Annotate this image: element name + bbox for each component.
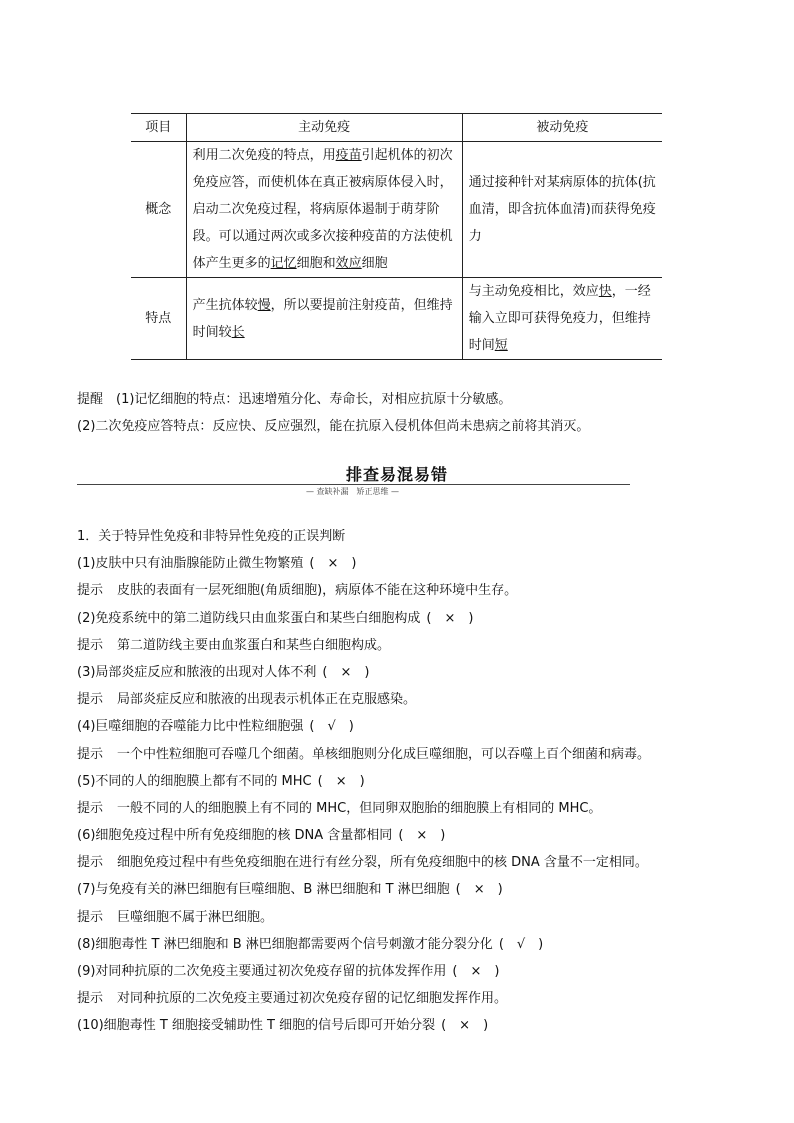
underlined-keyword: 快	[598, 284, 612, 299]
statement-text: (3)局部炎症反应和脓液的出现对人体不利	[77, 664, 317, 680]
answer-mark: ( × )	[317, 773, 365, 789]
feature-active-cell	[186, 278, 462, 360]
reminder-line-1: 提醒 (1)记忆细胞的特点：迅速增殖分化、寿命长，对相应抗原十分敏感。	[77, 392, 512, 407]
hint-line	[77, 741, 777, 768]
reminder-block	[77, 386, 757, 440]
hint-text: 细胞免疫过程中有些免疫细胞在进行有丝分裂，所有免疫细胞中的核 DNA 含量不一定相同。	[117, 855, 648, 871]
hint-label: 提示	[77, 909, 104, 925]
hint-text: 一般不同的人的细胞膜上有不同的 MHC，但同卵双胞胎的细胞膜上有相同的 MHC。	[117, 800, 602, 816]
judgement-item	[77, 659, 777, 686]
answer-mark: ( × )	[455, 882, 503, 898]
hint-text: 对同种抗原的二次免疫主要通过初次免疫存留的记忆细胞发挥作用。	[117, 991, 508, 1007]
hint-line	[77, 849, 777, 876]
row-label-concept: 概念	[131, 142, 186, 278]
hint-label: 提示	[77, 637, 104, 653]
underlined-keyword: 长	[231, 324, 245, 340]
hint-line	[77, 686, 777, 713]
section-subtitle: — 查缺补漏 矫正思维 —	[305, 487, 400, 496]
underlined-keyword: 记忆	[270, 256, 297, 271]
section-title: 排查易混易错	[345, 465, 448, 484]
hint-text: 一个中性粒细胞可吞噬几个细菌。单核细胞则分化成巨噬细胞，可以吞噬上百个细菌和病毒。	[117, 746, 651, 762]
text-run: 引起机体的初次免疫应答，而使机体在真正被病原体侵入时，启动二次免疫过程，将病原体遏制于萌芽阶段。可以通过两次或多次接种疫苗的方法使机体产生更多的	[192, 148, 453, 271]
judgement-item	[77, 876, 777, 903]
hint-line	[77, 904, 777, 931]
answer-mark: ( √ )	[309, 719, 354, 735]
judgement-item	[77, 550, 777, 577]
reminder-line-2: (2)二次免疫应答特点：反应快、反应强烈，能在抗原入侵机体但尚未患病之前将其消灭。	[77, 419, 590, 434]
judgement-item	[77, 605, 777, 632]
judgement-item	[77, 822, 777, 849]
answer-mark: ( × )	[452, 964, 500, 979]
row-label-feature: 特点	[131, 278, 186, 360]
judgement-item	[77, 713, 777, 740]
header-passive-immunity: 被动免疫	[462, 114, 662, 142]
text-run: ，所以要提前注射疫苗，但维持时间较	[192, 297, 453, 340]
judgement-item	[77, 1012, 777, 1039]
hint-label: 提示	[77, 800, 104, 816]
statement-text: (7)与免疫有关的淋巴细胞有巨噬细胞、B 淋巴细胞和 T 淋巴细胞	[77, 882, 450, 898]
underlined-keyword: 慢	[257, 297, 271, 313]
text-run: 细胞和	[296, 256, 336, 271]
underlined-keyword: 短	[494, 338, 508, 353]
table-row-concept	[131, 142, 662, 278]
header-active-immunity: 主动免疫	[186, 114, 462, 142]
judgement-item	[77, 958, 777, 985]
text-run: 产生抗体较	[192, 297, 258, 313]
section-divider	[77, 484, 630, 485]
answer-mark: ( × )	[322, 664, 370, 680]
hint-text: 第二道防线主要由血浆蛋白和某些白细胞构成。	[117, 637, 391, 653]
feature-passive-cell	[462, 278, 662, 360]
question-title: 1．关于特异性免疫和非特异性免疫的正误判断	[77, 529, 346, 544]
statement-text: (8)细胞毒性 T 淋巴细胞和 B 淋巴细胞都需要两个信号刺激才能分裂分化	[77, 936, 493, 952]
hint-text: 局部炎症反应和脓液的出现表示机体正在克服感染。	[117, 692, 417, 708]
statement-text: (1)皮肤中只有油脂腺能防止微生物繁殖	[77, 556, 304, 572]
answer-mark: ( √ )	[498, 936, 544, 952]
hint-line	[77, 985, 777, 1012]
answer-mark: ( × )	[309, 556, 357, 572]
judgement-item	[77, 768, 777, 795]
underlined-keyword: 效应	[335, 256, 362, 271]
answer-mark: ( × )	[441, 1018, 489, 1034]
hint-label: 提示	[77, 855, 104, 871]
header-item: 项目	[131, 114, 186, 142]
hint-line	[77, 577, 777, 604]
concept-passive-cell: 通过接种针对某病原体的抗体(抗血清，即含抗体血清)而获得免疫力	[462, 142, 662, 278]
comparison-table	[131, 113, 662, 360]
text-run: 利用二次免疫的特点，用	[192, 148, 336, 163]
answer-mark: ( × )	[398, 828, 446, 844]
statement-text: (9)对同种抗原的二次免疫主要通过初次免疫存留的抗体发挥作用	[77, 964, 447, 979]
text-run: ，一经输入立即可获得免疫力，但维持时间	[468, 284, 651, 353]
table-header-row	[131, 114, 662, 142]
hint-label: 提示	[77, 692, 104, 708]
hint-line	[77, 632, 777, 659]
hint-label: 提示	[77, 991, 104, 1007]
statement-text: (6)细胞免疫过程中所有免疫细胞的核 DNA 含量都相同	[77, 828, 393, 844]
answer-mark: ( × )	[426, 610, 474, 626]
statement-text: (4)巨噬细胞的吞噬能力比中性粒细胞强	[77, 719, 304, 735]
hint-text: 皮肤的表面有一层死细胞(角质细胞)，病原体不能在这种环境中生存。	[117, 583, 518, 599]
judgement-item	[77, 931, 777, 958]
text-run: 与主动免疫相比，效应	[468, 284, 599, 299]
underlined-keyword: 疫苗	[335, 148, 362, 163]
hint-line	[77, 795, 777, 822]
table-row-feature	[131, 278, 662, 360]
hint-text: 巨噬细胞不属于淋巴细胞。	[117, 909, 274, 925]
concept-active-cell	[186, 142, 462, 278]
statement-text: (10)细胞毒性 T 细胞接受辅助性 T 细胞的信号后即可开始分裂	[77, 1018, 436, 1034]
hint-label: 提示	[77, 583, 104, 599]
text-run: 细胞	[361, 256, 388, 271]
judgement-list	[77, 523, 777, 1040]
statement-text: (5)不同的人的细胞膜上都有不同的 MHC	[77, 773, 312, 789]
statement-text: (2)免疫系统中的第二道防线只由血浆蛋白和某些白细胞构成	[77, 610, 421, 626]
hint-label: 提示	[77, 746, 104, 762]
